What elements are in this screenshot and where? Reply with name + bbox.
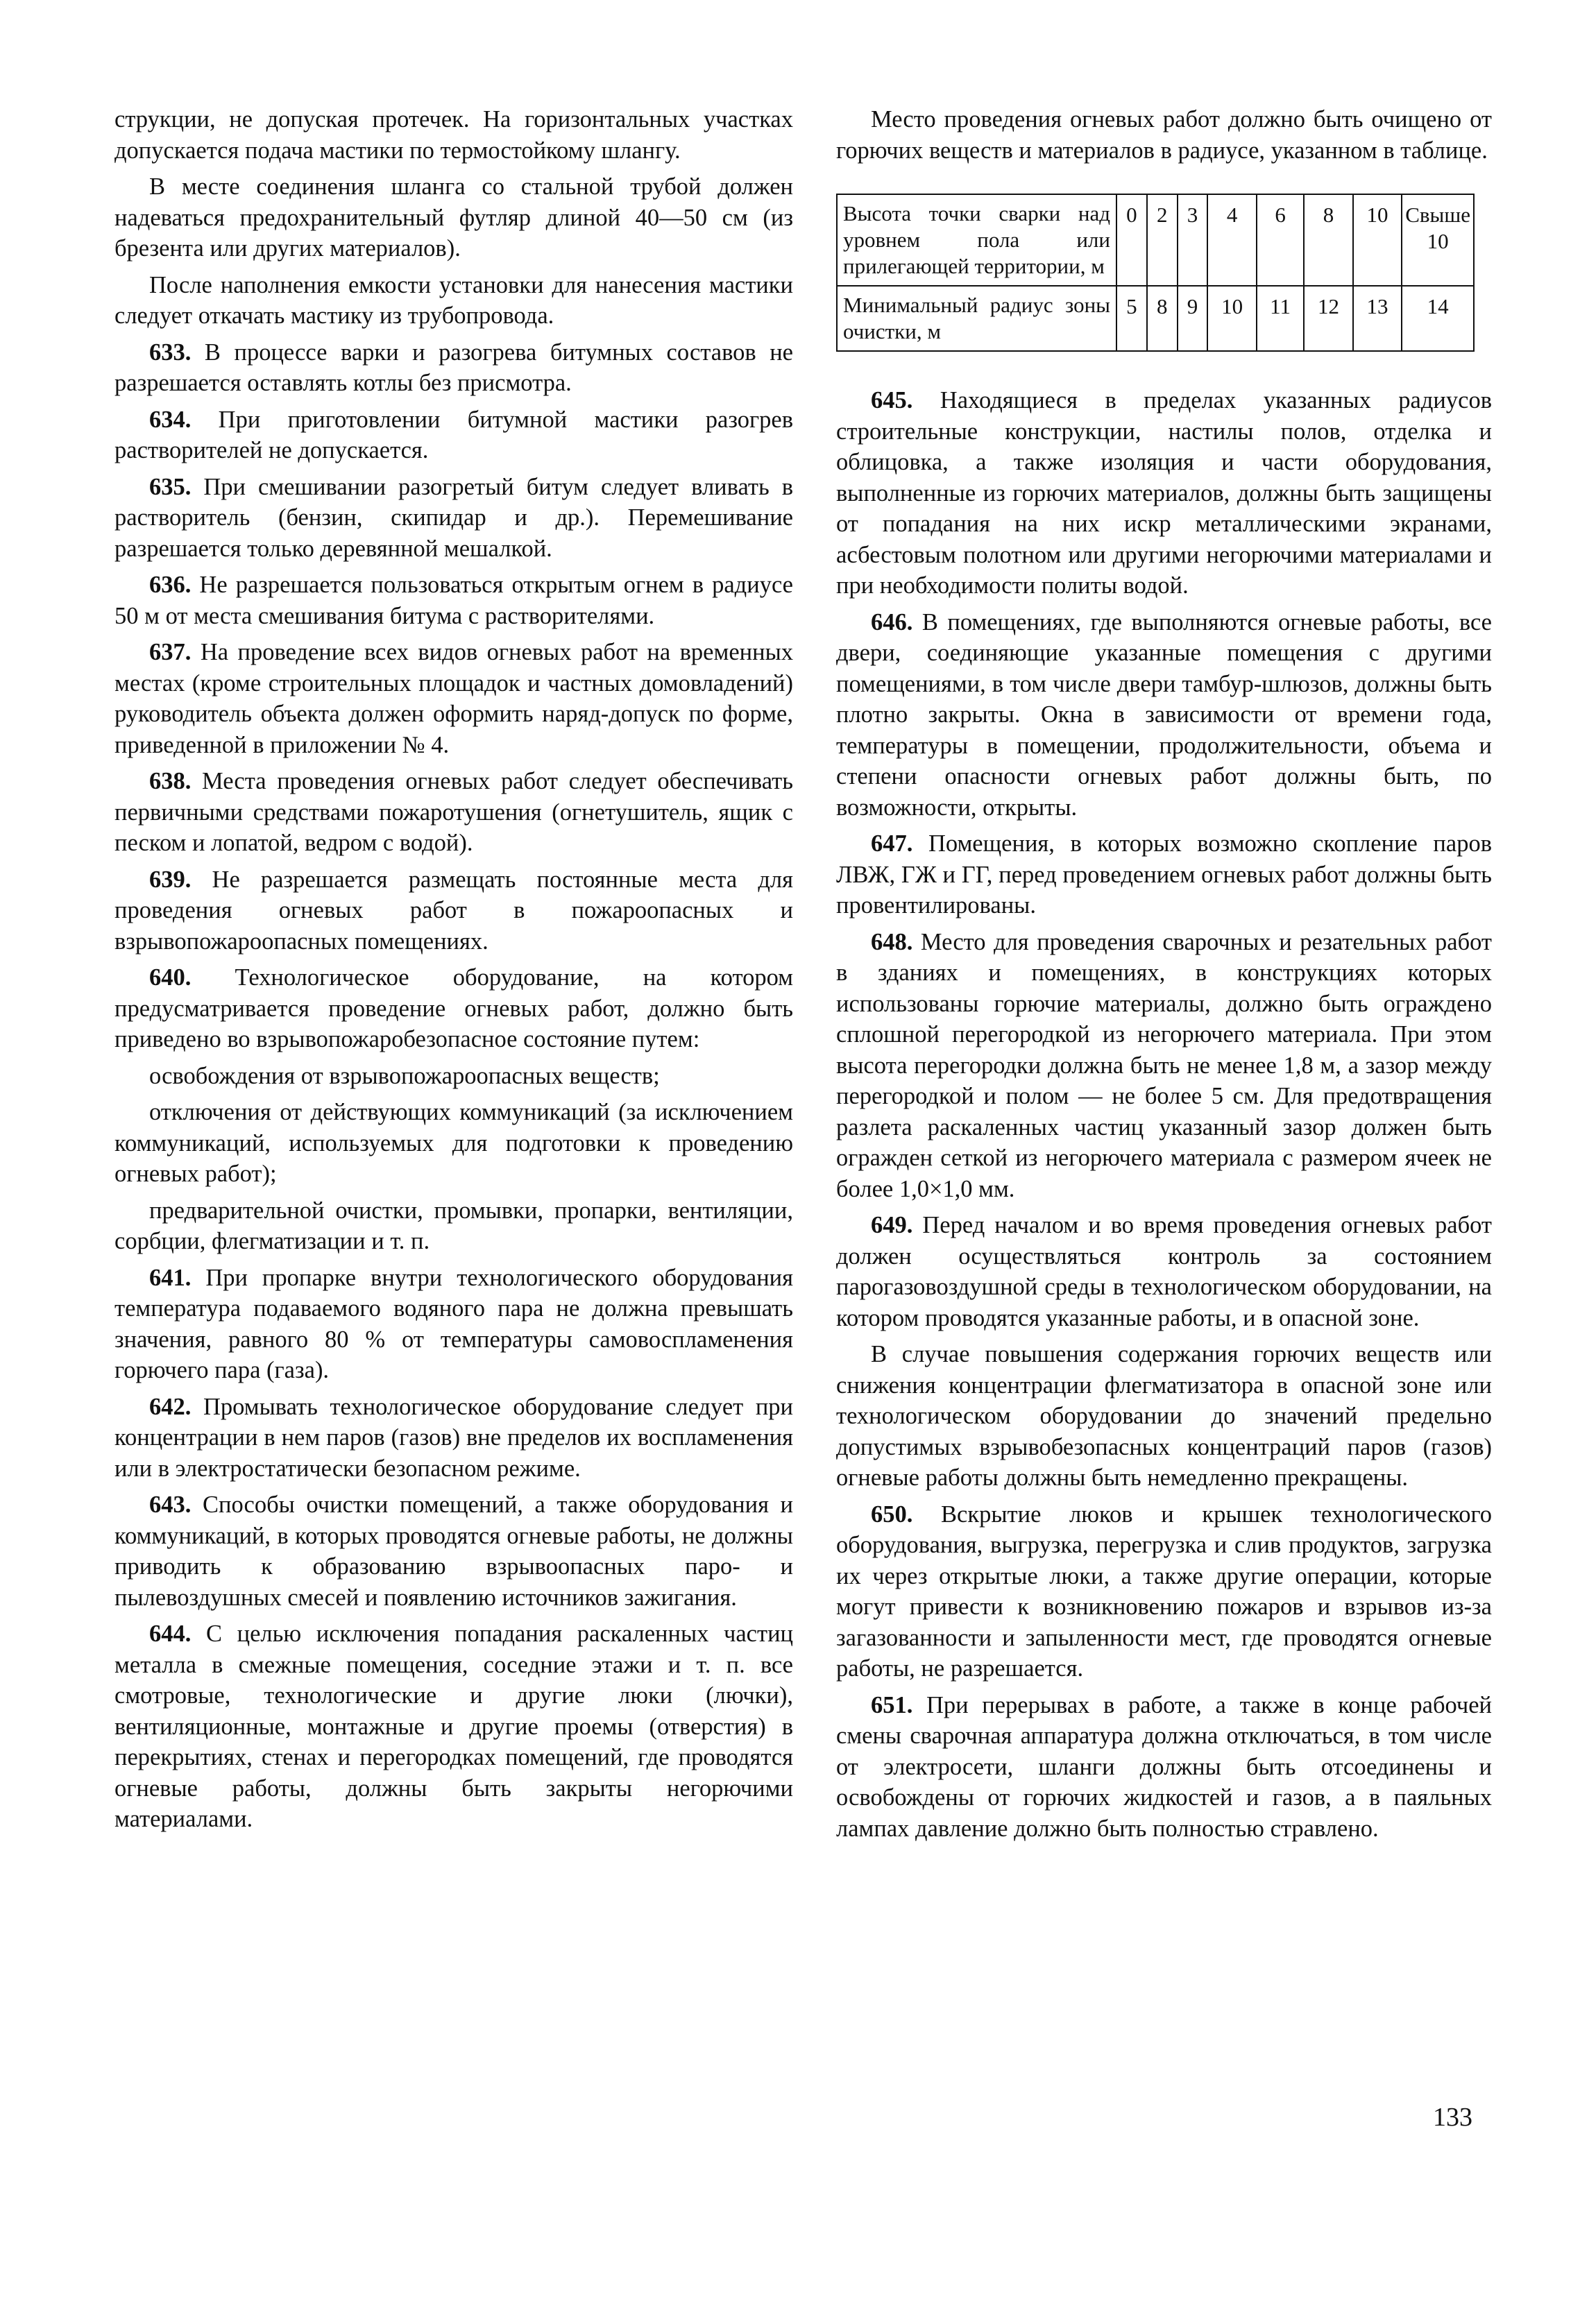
table-cell: 0 — [1116, 194, 1147, 286]
item-number: 651. — [871, 1691, 913, 1718]
paragraph-633: 633. В процессе варки и разогрева битумных составов не разрешается оставлять котлы без присмотра. — [114, 339, 793, 396]
table-row — [837, 194, 1474, 286]
paragraph: струкции, не допуская протечек. На горизонтальных участках допускается подача мастики по термостойкому шлангу. — [114, 106, 793, 164]
paragraph-637: 637. На проведение всех видов огневых работ на временных местах (кроме строительных площадок и частных домовладений) руководитель объекта должен оформить наряд-допуск по форме, приведенной в приложении № 4. — [114, 639, 793, 758]
cleaning-radius-table — [836, 194, 1475, 352]
item-number: 634. — [149, 406, 192, 433]
table-cell: 3 — [1178, 194, 1208, 286]
paragraph: После наполнения емкости установки для нанесения мастики следует откачать мастику из трубопровода. — [114, 271, 793, 329]
paragraph-650: 650. Вскрытие люков и крышек технологического оборудования, выгрузка, перегрузка и слив продуктов, загрузка их через открытые люки, а также другие операции, которые могут привести к возникновению пожаров и взрывов из-за загазованности и запыленности мест, где проводятся огневые работы, не разрешается. — [836, 1501, 1492, 1682]
item-number: 649. — [871, 1212, 913, 1238]
table-cell: 10 — [1207, 286, 1256, 351]
table-cell: 6 — [1257, 194, 1304, 286]
table-cell: 11 — [1257, 286, 1304, 351]
page-number: 133 — [1433, 2103, 1472, 2132]
item-number: 633. — [149, 339, 192, 366]
list-item: отключения от действующих коммуникаций (за исключением коммуникаций, используемых для подготовки к проведению огневых работ); — [114, 1099, 793, 1187]
item-number: 646. — [871, 608, 913, 635]
item-number: 641. — [149, 1264, 192, 1291]
table-cell: Минимальный радиус зоны очистки, м — [837, 286, 1116, 351]
paragraph-647: 647. Помещения, в которых возможно скопление паров ЛВЖ, ГЖ и ГГ, перед проведением огневых работ должны быть провентилированы. — [836, 830, 1492, 919]
item-number: 642. — [149, 1393, 192, 1420]
paragraph-642: 642. Промывать технологическое оборудование следует при концентрации в нем паров (газов) вне пределов их воспламенения или в электростатически безопасном режиме. — [114, 1393, 793, 1482]
item-number: 636. — [149, 572, 192, 598]
table-cell: 14 — [1402, 286, 1474, 351]
item-number: 638. — [149, 768, 192, 794]
paragraph-641: 641. При пропарке внутри технологического оборудования температура подаваемого водяного пара не должна превышать значения, равного 80 % от температуры самовоспламенения горючего пара (газа). — [114, 1264, 793, 1383]
table-cell: Свыше 10 — [1402, 194, 1474, 286]
table-cell: 8 — [1304, 194, 1352, 286]
item-number: 640. — [149, 964, 192, 991]
list-item: предварительной очистки, промывки, пропарки, вентиляции, сорбции, флегматизации и т. п. — [114, 1197, 793, 1254]
paragraph-634: 634. При приготовлении битумной мастики разогрев растворителей не допускается. — [114, 406, 793, 463]
table-cell: 12 — [1304, 286, 1352, 351]
table-cell: 5 — [1116, 286, 1147, 351]
right-column — [836, 104, 1492, 1849]
table-cell: 10 — [1353, 194, 1402, 286]
paragraph-643: 643. Способы очистки помещений, а также оборудования и коммуникаций, в которых проводятся огневые работы, не должны приводить к образованию взрывоопасных паро- и пылевоздушных смесей и появлению источников зажигания. — [114, 1492, 793, 1611]
item-number: 643. — [149, 1492, 192, 1518]
table-row — [837, 286, 1474, 351]
paragraph-636: 636. Не разрешается пользоваться открытым огнем в радиусе 50 м от места смешивания битума с растворителями. — [114, 572, 793, 629]
paragraph-646: 646. В помещениях, где выполняются огневые работы, все двери, соединяющие указанные помещения с другими помещениями, в том числе двери тамбур-шлюзов, должны быть плотно закрыты. Окна в зависимости от времени года, температуры в помещении, продолжительности, объема и степени опасности огневых работ должны быть, по возможности, открыты. — [836, 608, 1492, 821]
paragraph-640: 640. Технологическое оборудование, на котором предусматривается проведение огневых работ, должно быть приведено во взрывопожаробезопасное состояние путем: — [114, 964, 793, 1052]
paragraph-635: 635. При смешивании разогретый битум следует вливать в растворитель (бензин, скипидар и др.). Перемешивание разрешается только деревянной мешалкой. — [114, 473, 793, 562]
table-cell: 13 — [1353, 286, 1402, 351]
item-number: 644. — [149, 1621, 192, 1647]
item-number: 637. — [149, 639, 192, 665]
list-item: освобождения от взрывопожароопасных веществ; — [149, 1062, 660, 1089]
table-cell: 4 — [1207, 194, 1256, 286]
table-cell: Высота точки сварки над уровнем пола или прилегающей территории, м — [837, 194, 1116, 286]
item-number: 648. — [871, 928, 913, 955]
paragraph-639: 639. Не разрешается размещать постоянные места для проведения огневых работ в пожароопасных и взрывопожароопасных помещениях. — [114, 866, 793, 955]
paragraph-645: 645. Находящиеся в пределах указанных радиусов строительные конструкции, настилы полов, отделка и облицовка, а также изоляция и части оборудования, выполненные из горючих материалов, должны быть защищены от попадания на них искр металлическими экранами, асбестовым полотном или другими негорючими материалами и при необходимости политы водой. — [836, 387, 1492, 599]
item-number: 647. — [871, 830, 913, 857]
paragraph-648: 648. Место для проведения сварочных и резательных работ в зданиях и помещениях, в конструкциях которых использованы горючие материалы, должно быть ограждено сплошной перегородкой из негорючего материала. При этом высота перегородки должна быть не менее 1,8 м, а зазор между перегородкой и полом — не более 5 см. Для предотвращения разлета раскаленных частиц указанный зазор должен быть огражден сеткой из негорючего материала с размером ячеек не более 1,0×1,0 мм. — [836, 928, 1492, 1202]
paragraph-651: 651. При перерывах в работе, а также в конце рабочей смены сварочная аппаратура должна отключаться, в том числе от электросети, шланги должны быть отсоединены и освобождены от горючих жидкостей и газов, а в паяльных лампах давление должно быть полностью стравлено. — [836, 1691, 1492, 1842]
paragraph: Место проведения огневых работ должно быть очищено от горючих веществ и материалов в радиусе, указанном в таблице. — [836, 106, 1492, 164]
item-number: 635. — [149, 473, 192, 500]
table-cell: 9 — [1178, 286, 1208, 351]
left-column — [114, 104, 793, 1840]
paragraph-644: 644. С целью исключения попадания раскаленных частиц металла в смежные помещения, соседние этажи и т. п. все смотровые, технологические и другие люки (лючки), вентиляционные, монтажные и другие проемы (отверстия) в перекрытиях, стенах и перегородках помещений, где проводятся огневые работы, должны быть закрыты негорючими материалами. — [114, 1621, 793, 1832]
table-cell: 2 — [1147, 194, 1178, 286]
paragraph: В случае повышения содержания горючих веществ или снижения концентрации флегматизатора в опасной зоне или технологическом оборудовании до значений предельно допустимых взрывобезопасных концентраций паров (газов) огневые работы должны быть немедленно прекращены. — [836, 1341, 1492, 1491]
paragraph: В месте соединения шланга со стальной трубой должен надеваться предохранительный футляр длиной 40—50 см (из брезента или других материалов). — [114, 173, 793, 262]
paragraph-649: 649. Перед началом и во время проведения огневых работ должен осуществляться контроль за состоянием парогазовоздушной среды в технологическом оборудовании, на котором проводятся указанные работы, и в опасной зоне. — [836, 1212, 1492, 1331]
paragraph-638: 638. Места проведения огневых работ следует обеспечивать первичными средствами пожаротушения (огнетушитель, ящик с песком и лопатой, ведром с водой). — [114, 768, 793, 856]
item-number: 639. — [149, 866, 192, 893]
item-number: 650. — [871, 1501, 913, 1528]
table-cell: 8 — [1147, 286, 1178, 351]
item-number: 645. — [871, 387, 913, 413]
